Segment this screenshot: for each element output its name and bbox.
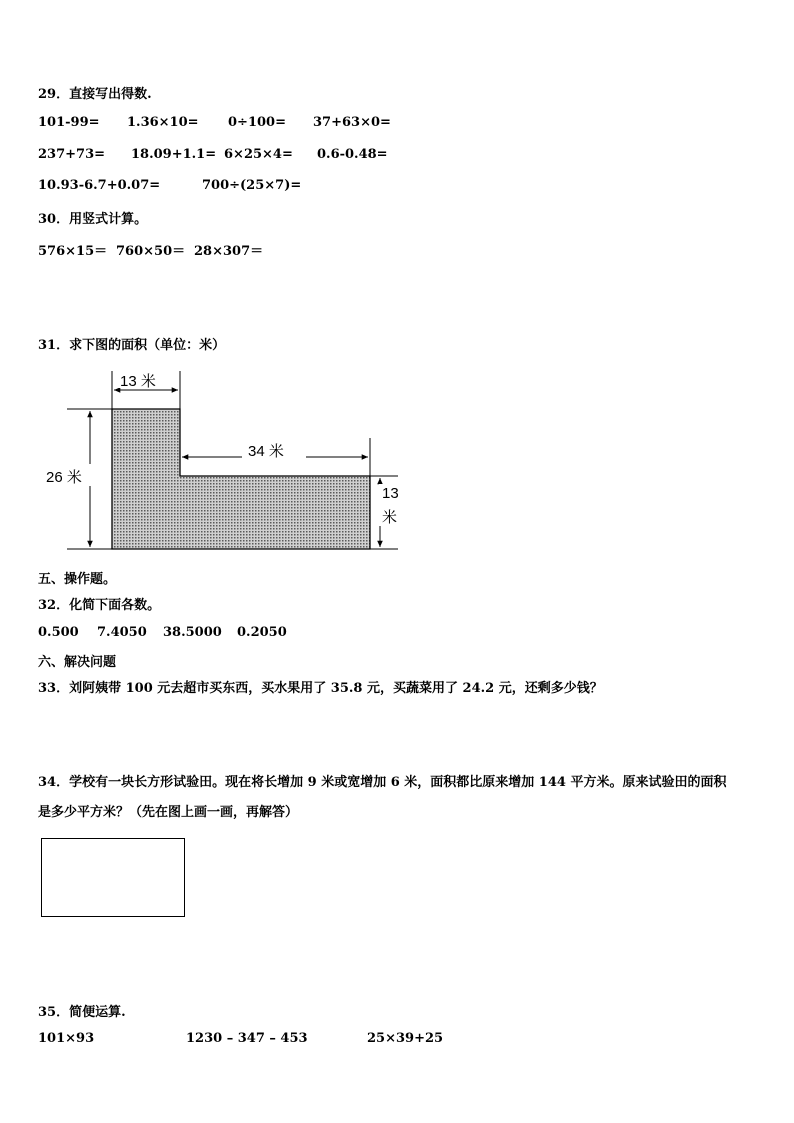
q35-title: 35．简便运算. [38,1005,126,1020]
q29-row3-item2: 700÷(25×7)= [202,178,302,193]
dim-label-right-num: 13 [382,485,399,502]
q30-item1: 576×15＝ [38,244,108,259]
q29-row1-item3: 0÷100= [228,115,286,130]
dim-label-mid: 34 米 [248,443,284,460]
dim-label-left: 26 米 [46,469,82,486]
q29-row1-item2: 1.36×10= [127,115,199,130]
q35-item1: 101×93 [38,1031,95,1046]
section5-title: 五、操作题。 [38,572,117,587]
q31-title: 31．求下图的面积（单位：米） [38,338,226,353]
q35-item2: 1230 – 347 – 453 [186,1031,308,1046]
q32-item3: 38.5000 [163,625,222,640]
q35-item3: 25×39+25 [367,1031,444,1046]
l-shape [112,409,370,549]
dim-label-right-unit: 米 [382,509,398,526]
q29-row2-item2: 18.09+1.1= [131,147,217,162]
q30-title: 30．用竖式计算。 [38,212,148,227]
q29-title: 29．直接写出得数. [38,87,152,102]
q29-row3-item1: 10.93-6.7+0.07= [38,178,161,193]
q29-row2-item1: 237+73= [38,147,106,162]
q29-row2-item3: 6×25×4= [224,147,293,162]
q34-line1: 34．学校有一块长方形试验田。现在将长增加 9 米或宽增加 6 米，面积都比原来增加 144 平方米。原来试验田的面积 [38,775,727,790]
section6-title: 六、解决问题 [38,655,117,670]
q30-item3: 28×307＝ [194,244,264,259]
q34-line2: 是多少平方米？（先在图上画一画，再解答） [38,805,299,820]
q30-item2: 760×50＝ [116,244,186,259]
q29-row1-item1: 101-99= [38,115,100,130]
q29-row2-item4: 0.6-0.48= [317,147,388,162]
q32-item1: 0.500 [38,625,79,640]
q33-text: 33．刘阿姨带 100 元去超市买东西，买水果用了 35.8 元，买蔬菜用了 24.2 元，还剩多少钱？ [38,681,603,696]
q32-item4: 0.2050 [237,625,287,640]
dim-label-top: 13 米 [120,373,156,390]
q32-title: 32．化简下面各数。 [38,598,161,613]
q32-item2: 7.4050 [97,625,147,640]
q29-row1-item4: 37+63×0= [313,115,391,130]
rectangle-drawing-area [41,838,185,917]
